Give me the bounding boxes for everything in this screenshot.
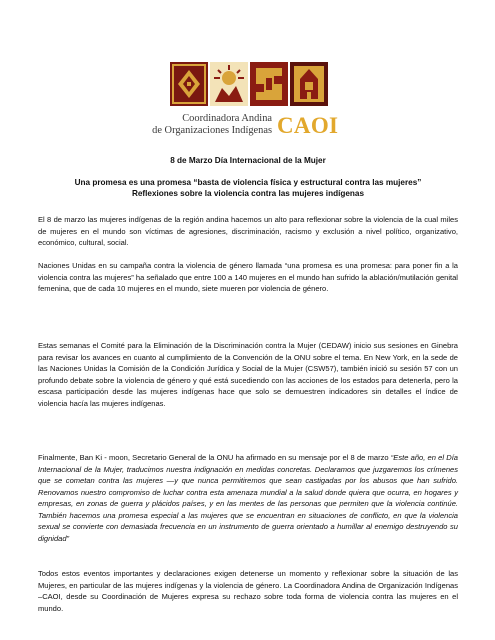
subtitle-line-1: Una promesa es una promesa “basta de violencia física y estructural contra las mujeres”	[74, 178, 422, 187]
organization-acronym: CAOI	[277, 113, 339, 138]
andean-emblem-3-icon	[250, 62, 288, 106]
paragraph-5: Todos estos eventos importantes y declaraciones exigen detenerse un momento y reflexionar sobre la situación de las Mujeres, en particular de las mujeres indígenas y la violencia de género. La Coordinadora Andina de Organización Indígenas –CAOI, desde su Coordinación de Mujeres expresa su rechazo sobre toda forma de violencia contra las mujeres en el mundo.	[38, 569, 458, 613]
header-logos	[170, 62, 330, 106]
document-subtitle	[38, 177, 458, 199]
subtitle-line-2: Reflexiones sobre la violencia contra las mujeres indígenas	[131, 189, 365, 198]
org-name-line-1: Coordinadora Andina	[182, 113, 272, 124]
paragraph-4	[38, 452, 458, 544]
org-name-line-2: de Organizaciones Indígenas	[152, 125, 272, 136]
document-date-title: 8 de Marzo Día Internacional de la Mujer	[170, 156, 326, 165]
andean-emblem-4-icon	[290, 62, 328, 106]
paragraph-1: El 8 de marzo las mujeres indígenas de la región andina hacemos un alto para reflexionar sobre la violencia de la cual miles de mujeres en el mundo son víctimas de agresiones, discriminación, racismo y exclusión a nivel político, organizativo, económico, cultural, social.	[38, 215, 458, 247]
paragraph-2: Naciones Unidas en su campaña contra la violencia de género llamada “una promesa es una promesa: para poner fin a la violencia contra las mujeres” ha señalado que entre 100 a 140 mujeres en el mundo han sufrido la ablación/mutilación genital femenina, que de cada 10 mujeres en el mundo, siete mueren por violencia de género.	[38, 261, 458, 293]
andean-emblem-2-icon	[210, 62, 248, 106]
paragraph-3: Estas semanas el Comité para la Eliminación de la Discriminación contra la Mujer (CEDAW) inicio sus sesiones en Ginebra para revisar los avances en cuanto al cumplimiento de la Convención de la ONU sobre el tema. En New York, en la sede de las Naciones Unidas la Comisión de la Condición Jurídica y Social de la Mujer (CSW57), también inició su sesión 57 con un profundo debate sobre la violencia de género y qué está sucediendo con las acciones de los estados para detenerla, pero la escasa participación desde las mujeres indígenas hace que solo se demuestren indicadores sin detalles el índice de violencia hacía las mujeres indígenas.	[38, 341, 458, 408]
paragraph-4-intro: Finalmente, Ban Ki - moon, Secretario General de la ONU ha afirmado en su mensaje por el 8 de marzo	[38, 453, 389, 462]
organization-name	[140, 113, 272, 137]
paragraph-4-quote: “Este año, en el Día Internacional de la Mujer, traducimos nuestra indignación en medidas concretas. Declaramos que juzgaremos los crímenes que se cometan contra las mujeres —y que nunca permitiremos que sean castigadas por los abusos que han sufrido. Renovamos nuestro compromiso de luchar contra esta amenaza mundial a la salud donde quiera que ocurra, en hogares y empresas, en zonas de guerra y plácidos países, y en las mentes de las personas que permiten que la violencia continúe. También hacemos una promesa especial a las mujeres que se encuentran en situaciones de conflicto, en que la violencia sexual se convierte con demasiada frecuencia en un instrumento de guerra orientado a humillar al enemigo destruyendo su dignidad”	[38, 453, 459, 543]
andean-emblem-1-icon	[170, 62, 208, 106]
organization-logo	[140, 113, 360, 139]
